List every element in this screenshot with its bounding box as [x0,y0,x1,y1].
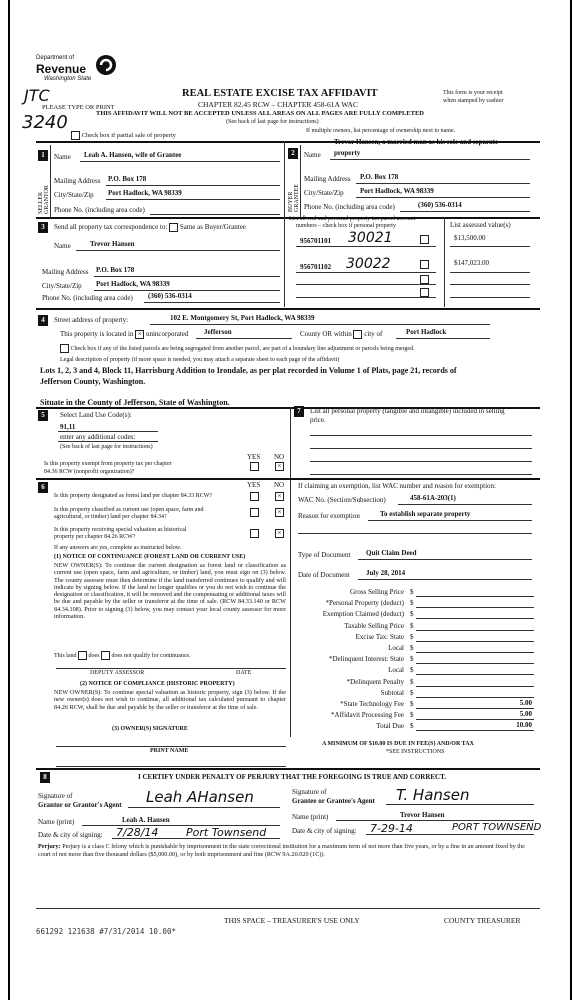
buyer-side-label: BUYER GRANTEE [288,184,300,212]
owner-signature-line[interactable] [56,746,286,747]
grantor-name[interactable]: Leah A. Hansen [122,816,170,824]
legal-description-2[interactable]: Jefferson County, Washington. [40,377,146,386]
reason-line [368,520,532,521]
please-type: PLEASE TYPE OR PRINT [42,104,115,111]
situate-text[interactable]: Situate in the County of Jefferson, State of Washington. [40,398,230,407]
receipt-note-1: This form is your receipt [443,90,503,96]
segregated-label: Check box if any of the listed parcels are being segregated from another parcel, are part of a boundary line adjustment or parcels being merged. [70,345,415,352]
personal-line-4[interactable] [310,474,532,475]
grantee-date-label: Date & city of signing: [292,827,357,835]
current-use-question-1: Is this property classified as current use (open space, farm and [54,507,204,513]
sec3-phone[interactable]: (360) 536-0314 [148,292,192,300]
city-of-label: city of [364,330,383,339]
receipt-note-2: when stamped by cashier [443,98,504,104]
current-use-no-checkbox[interactable]: × [275,508,284,517]
sec3-city-line [94,290,280,291]
does-checkbox[interactable] [78,651,87,660]
buyer-name-2[interactable]: property [334,149,361,157]
forest-no-checkbox[interactable]: × [275,492,284,501]
notice2-title: (2) NOTICE OF COMPLIANCE (HISTORIC PROPERTY) [80,681,235,687]
buyer-city-line [356,197,530,198]
calc-row-line [416,686,534,687]
form-chapter: CHAPTER 82.45 RCW – CHAPTER 458-61A WAC [198,100,358,109]
deputy-date-label: DATE [236,670,252,676]
notice2-body: NEW OWNER(S): To continue special valuation as historic property, sign (3) below. If the new owner(s) does not wish to continue, all additional tax calculated pursuant to chapter 84.26 RCW, shall be due and payable by the seller or transferor at the time of sale. [54,689,286,711]
land-use-see-back: (See back of last page for instructions) [60,444,153,450]
seller-name-label: Name [54,153,71,161]
this-land-label: This land [54,652,77,659]
buyer-city-label: City/State/Zip [304,189,344,197]
section-1-2-divider [284,141,285,217]
page-left-edge [8,0,10,1000]
seller-city-line [106,199,280,200]
see-instructions: *SEE INSTRUCTIONS [386,749,445,755]
calc-row-line [416,719,534,720]
located-row [60,330,188,339]
calc-row-label: Local [388,644,404,652]
calc-row-label: Exemption Claimed (deduct) [322,610,404,619]
land-use-code[interactable]: 91,11 [60,423,76,431]
grantor-name-label: Name (print) [38,818,75,826]
sec3-divider [284,217,285,307]
wac-number[interactable]: 458-61A-203(1) [410,494,456,502]
additional-codes-label: enter any additional codes: [60,433,136,441]
street-line [150,324,490,325]
receipt-stamp: 661292 121638 #7/31/2014 10.00* [36,927,176,936]
seller-mailing[interactable]: P.O. Box 178 [108,175,147,183]
sec5-yes-header: YES [247,453,261,461]
seller-name[interactable]: Leah A. Hansen, wife of Grantee [84,151,182,159]
calc-row-dollar: $ [410,677,414,686]
county-name[interactable]: Jefferson [204,328,232,336]
any-yes-note: If any answers are yes, complete as instructed below. [54,545,182,551]
calc-row-dollar: $ [410,599,414,608]
value-2-line [450,272,530,273]
wac-label: WAC No. (Section/Subsection) [298,496,386,504]
calc-row-label: Subtotal [380,688,404,697]
additional-codes-line[interactable] [58,441,158,442]
legal-label: Legal description of property (if more space is needed, you may attach a separate sheet to each page of the affidavit) [60,357,340,363]
buyer-name-1[interactable]: Trevor Hansen, a married man as his sole and separate [334,138,499,146]
grantee-name-line [336,820,534,821]
parcel-1-line [296,246,436,247]
calc-row-value[interactable]: 5.00 [519,699,532,707]
parcel-header-2: numbers – check box if personal property [296,223,396,229]
handwritten-jtc: JTC [24,86,50,105]
parcel-1[interactable]: 956701101 [300,237,332,245]
value-1-line [450,246,530,247]
current-use-yes-checkbox[interactable] [250,508,259,517]
calc-row-value[interactable]: 5.00 [519,710,532,719]
calc-row-label: Local [388,666,404,675]
calc-row-line [416,730,534,731]
value-4-line[interactable] [450,297,530,298]
buyer-name-label: Name [304,151,321,159]
parcel-1-personal-checkbox[interactable] [420,235,429,244]
sec6-no-header: NO [274,481,285,489]
calc-row-line [416,663,534,664]
does-not-checkbox[interactable] [101,651,110,660]
legal-description-1[interactable]: Lots 1, 2, 3 and 4, Block 11, Harrisburg Addition to Irondale, as per plat recorded in Volume 1 of Plats, page 21, records of [40,366,457,375]
calc-row-dollar: $ [410,711,414,720]
perjury-text: Perjury is a class C felony which is punishable by imprisonment in the state correctional institution for a maximum term of not more than five years, or by a fine in an amount fixed by the court of not more than five thousand dollars ($5,000.00), or by both imprisonment and fine (RCW 9A.20.020 (1C)). [38,843,525,858]
historic-question-2: property per chapter 84.26 RCW? [54,534,136,540]
section-number-5: 5 [38,410,48,421]
grantee-signature[interactable]: T. Hansen [396,786,470,804]
notice1-title: (1) NOTICE OF CONTINUANCE (FOREST LAND OR CURRENT USE) [54,554,246,560]
section-3-bottom-rule [36,308,540,310]
same-as-buyer-checkbox[interactable] [169,223,178,232]
seller-phone-label: Phone No. (including area code) [54,206,145,214]
section-7-bottom-rule [36,768,540,770]
calc-row-dollar: $ [410,688,414,697]
assessed-divider [444,217,445,307]
section-number-7: 7 [294,406,304,417]
parcel-2-handwritten: 30022 [346,256,391,272]
buyer-name-line [330,159,530,160]
county-label: County OR within [300,330,352,339]
personal-line-3[interactable] [310,461,532,462]
grantee-date[interactable]: 7-29-14 [370,822,413,835]
parcel-4-line[interactable] [296,297,436,298]
form-warning: THIS AFFIDAVIT WILL NOT BE ACCEPTED UNLESS ALL AREAS ON ALL PAGES ARE FULLY COMPLETED [96,110,424,117]
partial-sale-row [71,131,176,140]
assessed-value-1[interactable]: $13,500.00 [454,234,486,242]
seller-city[interactable]: Port Hadlock, WA 98339 [108,189,182,197]
sec3-mailing[interactable]: P.O. Box 178 [96,266,135,274]
perjury-note [38,843,538,858]
parcel-4-personal-checkbox[interactable] [420,288,429,297]
exempt-question-2: 84.36 RCW (nonprofit organization)? [44,469,135,475]
sec3-mailing-line [94,276,280,277]
calc-row-dollar: $ [410,655,414,664]
calc-row-label: *State Technology Fee [340,700,404,708]
section-number-8: 8 [40,772,50,783]
owner-signature-label: (3) OWNER(S) SIGNATURE [112,726,188,732]
buyer-mailing[interactable]: P.O. Box 178 [360,173,399,181]
exempt-no-checkbox[interactable]: × [275,462,284,471]
send-correspondence [54,223,246,232]
does-label: does [88,652,100,659]
buyer-phone-line [400,211,530,212]
treasurer-space-label: THIS SPACE – TREASURER'S USE ONLY [224,916,360,925]
grantor-date-label: Date & city of signing: [38,831,103,839]
calc-row-line [416,630,534,631]
doc-type[interactable]: Quit Claim Deed [366,549,417,557]
grantee-sig-label-1: Signature of [292,788,327,796]
calc-row-line [416,641,534,642]
section-number-1: 1 [38,150,48,161]
personal-label-1: List all personal property (tangible and intangible) included in selling [310,407,505,415]
grantor-city[interactable]: Port Townsend [186,826,267,839]
segregated-checkbox[interactable] [60,344,69,353]
sec3-city-label: City/State/Zip [42,282,82,290]
print-name-line[interactable] [56,766,286,767]
unincorporated-label: unincorporated [145,330,189,339]
does-not-label: does not qualify for continuance. [111,652,191,659]
exemption-label: If claiming an exemption, list WAC number and reason for exemption: [298,482,496,490]
sec3-name-line [76,250,280,251]
grantor-sig-line [128,807,280,808]
parcel-2-personal-checkbox[interactable] [420,260,429,269]
sec3-mailing-label: Mailing Address [42,268,89,276]
send-correspondence-label: Send all property tax correspondence to: [54,223,168,232]
historic-question-1: Is this property receiving special valuation as historical [54,527,187,533]
partial-sale-checkbox[interactable] [71,131,80,140]
calc-row-dollar: $ [410,644,414,652]
calc-row-dollar: $ [410,632,414,641]
seller-phone-line[interactable] [150,214,280,215]
calc-row-line [416,708,534,709]
buyer-phone[interactable]: (360) 536-0314 [418,201,462,209]
grantee-name-label: Name (print) [292,813,329,821]
calc-row-label: *Personal Property (deduct) [325,599,404,608]
grantee-date-line [366,834,534,835]
grantee-name[interactable]: Trevor Hansen [400,811,445,819]
county-line [196,338,292,339]
doc-type-line [358,559,532,560]
exempt-question-1: Is this property exempt from property tax per chapter [44,461,172,467]
minimum-due: A MINIMUM OF $10.00 IS DUE IN FEE(S) AND/OR TAX [322,741,474,747]
calc-row-value[interactable]: 10.00 [516,721,532,730]
section-2-bottom-rule [36,217,540,219]
grantor-signature[interactable]: Leah AHansen [146,788,254,806]
reason-value[interactable]: To establish separate property [380,510,471,518]
treasurer-top-rule [36,908,540,909]
segregated-row [60,344,415,353]
calc-row-dollar: $ [410,588,414,596]
calc-row-dollar: $ [410,722,414,731]
parcel-2-line [296,272,436,273]
forest-yes-checkbox[interactable] [250,492,259,501]
sec3-phone-label: Phone No. (including area code) [42,294,133,302]
assessed-value-2[interactable]: $147,023.00 [454,259,489,267]
section-5-bottom-rule [36,478,540,480]
grantee-sig-line [386,804,534,805]
calc-row-label: *Affidavit Processing Fee [331,711,404,720]
seller-mailing-label: Mailing Address [54,177,101,185]
doc-date-line [358,579,532,580]
section-number-6: 6 [38,482,48,493]
located-label: This property is located in [60,330,134,339]
historic-no-checkbox[interactable]: × [275,529,284,538]
calc-row-line [416,652,534,653]
sec3-phone-line [144,302,280,303]
calc-row-line [416,607,534,608]
partial-sale-label: Check box if partial sale of property [81,131,176,139]
county-treasurer-label: COUNTY TREASURER [444,916,521,925]
perjury-label: Perjury: [38,843,61,850]
calc-row-label: Total Due [376,722,404,731]
county-label-row [300,330,382,339]
sec3-name[interactable]: Trevor Hansen [90,240,135,248]
buyer-phone-label: Phone No. (including area code) [304,203,395,211]
personal-line-2[interactable] [310,448,532,449]
calc-row-dollar: $ [410,621,414,630]
section-number-3: 3 [38,222,48,233]
sec5-6-7-divider [290,407,291,737]
value-3-line[interactable] [450,284,530,285]
parcel-3-line[interactable] [296,284,436,285]
form-title: REAL ESTATE EXCISE TAX AFFIDAVIT [182,88,378,99]
section-number-4: 4 [38,315,48,326]
calc-row-line [416,596,534,597]
calc-row-dollar: $ [410,610,414,619]
buyer-mailing-label: Mailing Address [304,175,351,183]
handwritten-number: 3240 [22,112,68,133]
calc-row-line [416,674,534,675]
calc-row-label: Gross Selling Price [349,588,404,596]
seller-side-divider [50,145,51,217]
doc-date-label: Date of Document [298,571,350,579]
seller-mailing-line [106,185,280,186]
calc-row-dollar: $ [410,666,414,675]
doc-date[interactable]: July 28, 2014 [366,569,406,577]
same-as-buyer-label: Same as Buyer/Grantee [179,223,246,232]
see-back-note: (See back of last page for instructions) [226,119,319,125]
land-use-label: Select Land Use Code(s): [60,411,132,419]
wac-line [398,504,532,505]
grantee-sig-label-2: Grantee or Grantee's Agent [292,797,375,805]
deputy-sign-line[interactable] [56,668,286,669]
assessed-header: List assessed value(s) [450,221,511,229]
dept-line3: Washington State [44,76,92,82]
calc-row-dollar: $ [410,700,414,708]
buyer-side-divider [300,145,301,217]
calc-row-label: Taxable Selling Price [344,621,404,630]
city-line [396,338,490,339]
sec3-name-label: Name [54,242,71,250]
reason-line-2[interactable] [298,533,532,534]
grantee-city[interactable]: PORT TOWNSEND [452,822,542,833]
current-use-question-2: agricultural, or timber) land per chapter 84.34? [54,514,167,520]
calc-row-label: *Delinquent Penalty [346,677,404,686]
city-name[interactable]: Port Hadlock [406,328,447,336]
parcel-header-1: List all real and personal property tax parcel account [289,216,416,222]
sec5-no-header: NO [274,453,285,461]
sec3-city[interactable]: Port Hadlock, WA 98339 [96,280,170,288]
forest-question: Is this property designated as forest land per chapter 84.33 RCW? [54,493,213,499]
seller-city-label: City/State/Zip [54,191,94,199]
city-of-checkbox[interactable] [353,330,362,339]
grantor-date-line [112,838,280,839]
calc-row-line [416,697,534,698]
unincorporated-checkbox[interactable]: × [135,330,144,339]
land-use-line [58,431,158,432]
deputy-assessor-label: DEPUTY ASSESSOR [90,670,145,676]
grantor-sig-label-2: Grantor or Grantor's Agent [38,801,122,809]
buyer-city[interactable]: Port Hadlock, WA 98339 [360,187,434,195]
personal-line-1[interactable] [310,435,532,436]
calc-row-line [416,618,534,619]
certify-statement: I CERTIFY UNDER PENALTY OF PERJURY THAT THE FOREGOING IS TRUE AND CORRECT. [138,773,447,781]
notice1-body: NEW OWNER(S): To continue the current designation as forest land or classification as current use (open space, farm and agriculture, or timber) land, you must sign on (3) below. The county assessor must then determine if the land transferred continues to qualify and will indicate by signing below. If the land no longer qualifies or you do not wish to continue the designation or classification, it will be removed and the compensating or additional taxes will be due and payable by the seller or transferor at the time of sale. (RCW 84.33.140 or RCW 84.34.108). Prior to signing (3) below, you may contact your local county assessor for more information. [54,562,286,621]
continuance-row [54,651,191,660]
buyer-mailing-line [356,183,530,184]
print-name-label: PRINT NAME [150,748,189,754]
reason-label: Reason for exemption [298,512,360,520]
dept-line1: Department of [36,55,75,61]
calc-row-label: Excise Tax: State [355,632,404,641]
seller-name-line [80,161,280,162]
parcel-2[interactable]: 956701102 [300,263,332,271]
historic-yes-checkbox[interactable] [250,529,259,538]
dept-logo-text: Revenue [36,62,87,76]
page-right-edge [570,0,572,1000]
grantor-sig-label-1: Signature of [38,792,73,800]
grantor-date[interactable]: 7/28/14 [116,826,159,839]
parcel-3-personal-checkbox[interactable] [420,275,429,284]
exempt-yes-checkbox[interactable] [250,462,259,471]
street-address[interactable]: 102 E. Montgomery St, Port Hadlock, WA 98339 [170,314,315,322]
calc-row-label: *Delinquent Interest: State [328,655,404,664]
personal-label-2: price. [310,416,326,424]
dor-logo-icon [96,55,116,75]
section-number-2: 2 [288,148,298,159]
parcel-1-handwritten: 30021 [348,230,393,246]
multi-owner-note: If multiple owners, list percentage of ownership next to name. [306,128,456,134]
seller-side-label: SELLER GRANTOR [38,185,50,214]
sec6-yes-header: YES [247,481,261,489]
doc-type-label: Type of Document [298,551,351,559]
street-label: Street address of property: [54,316,129,324]
